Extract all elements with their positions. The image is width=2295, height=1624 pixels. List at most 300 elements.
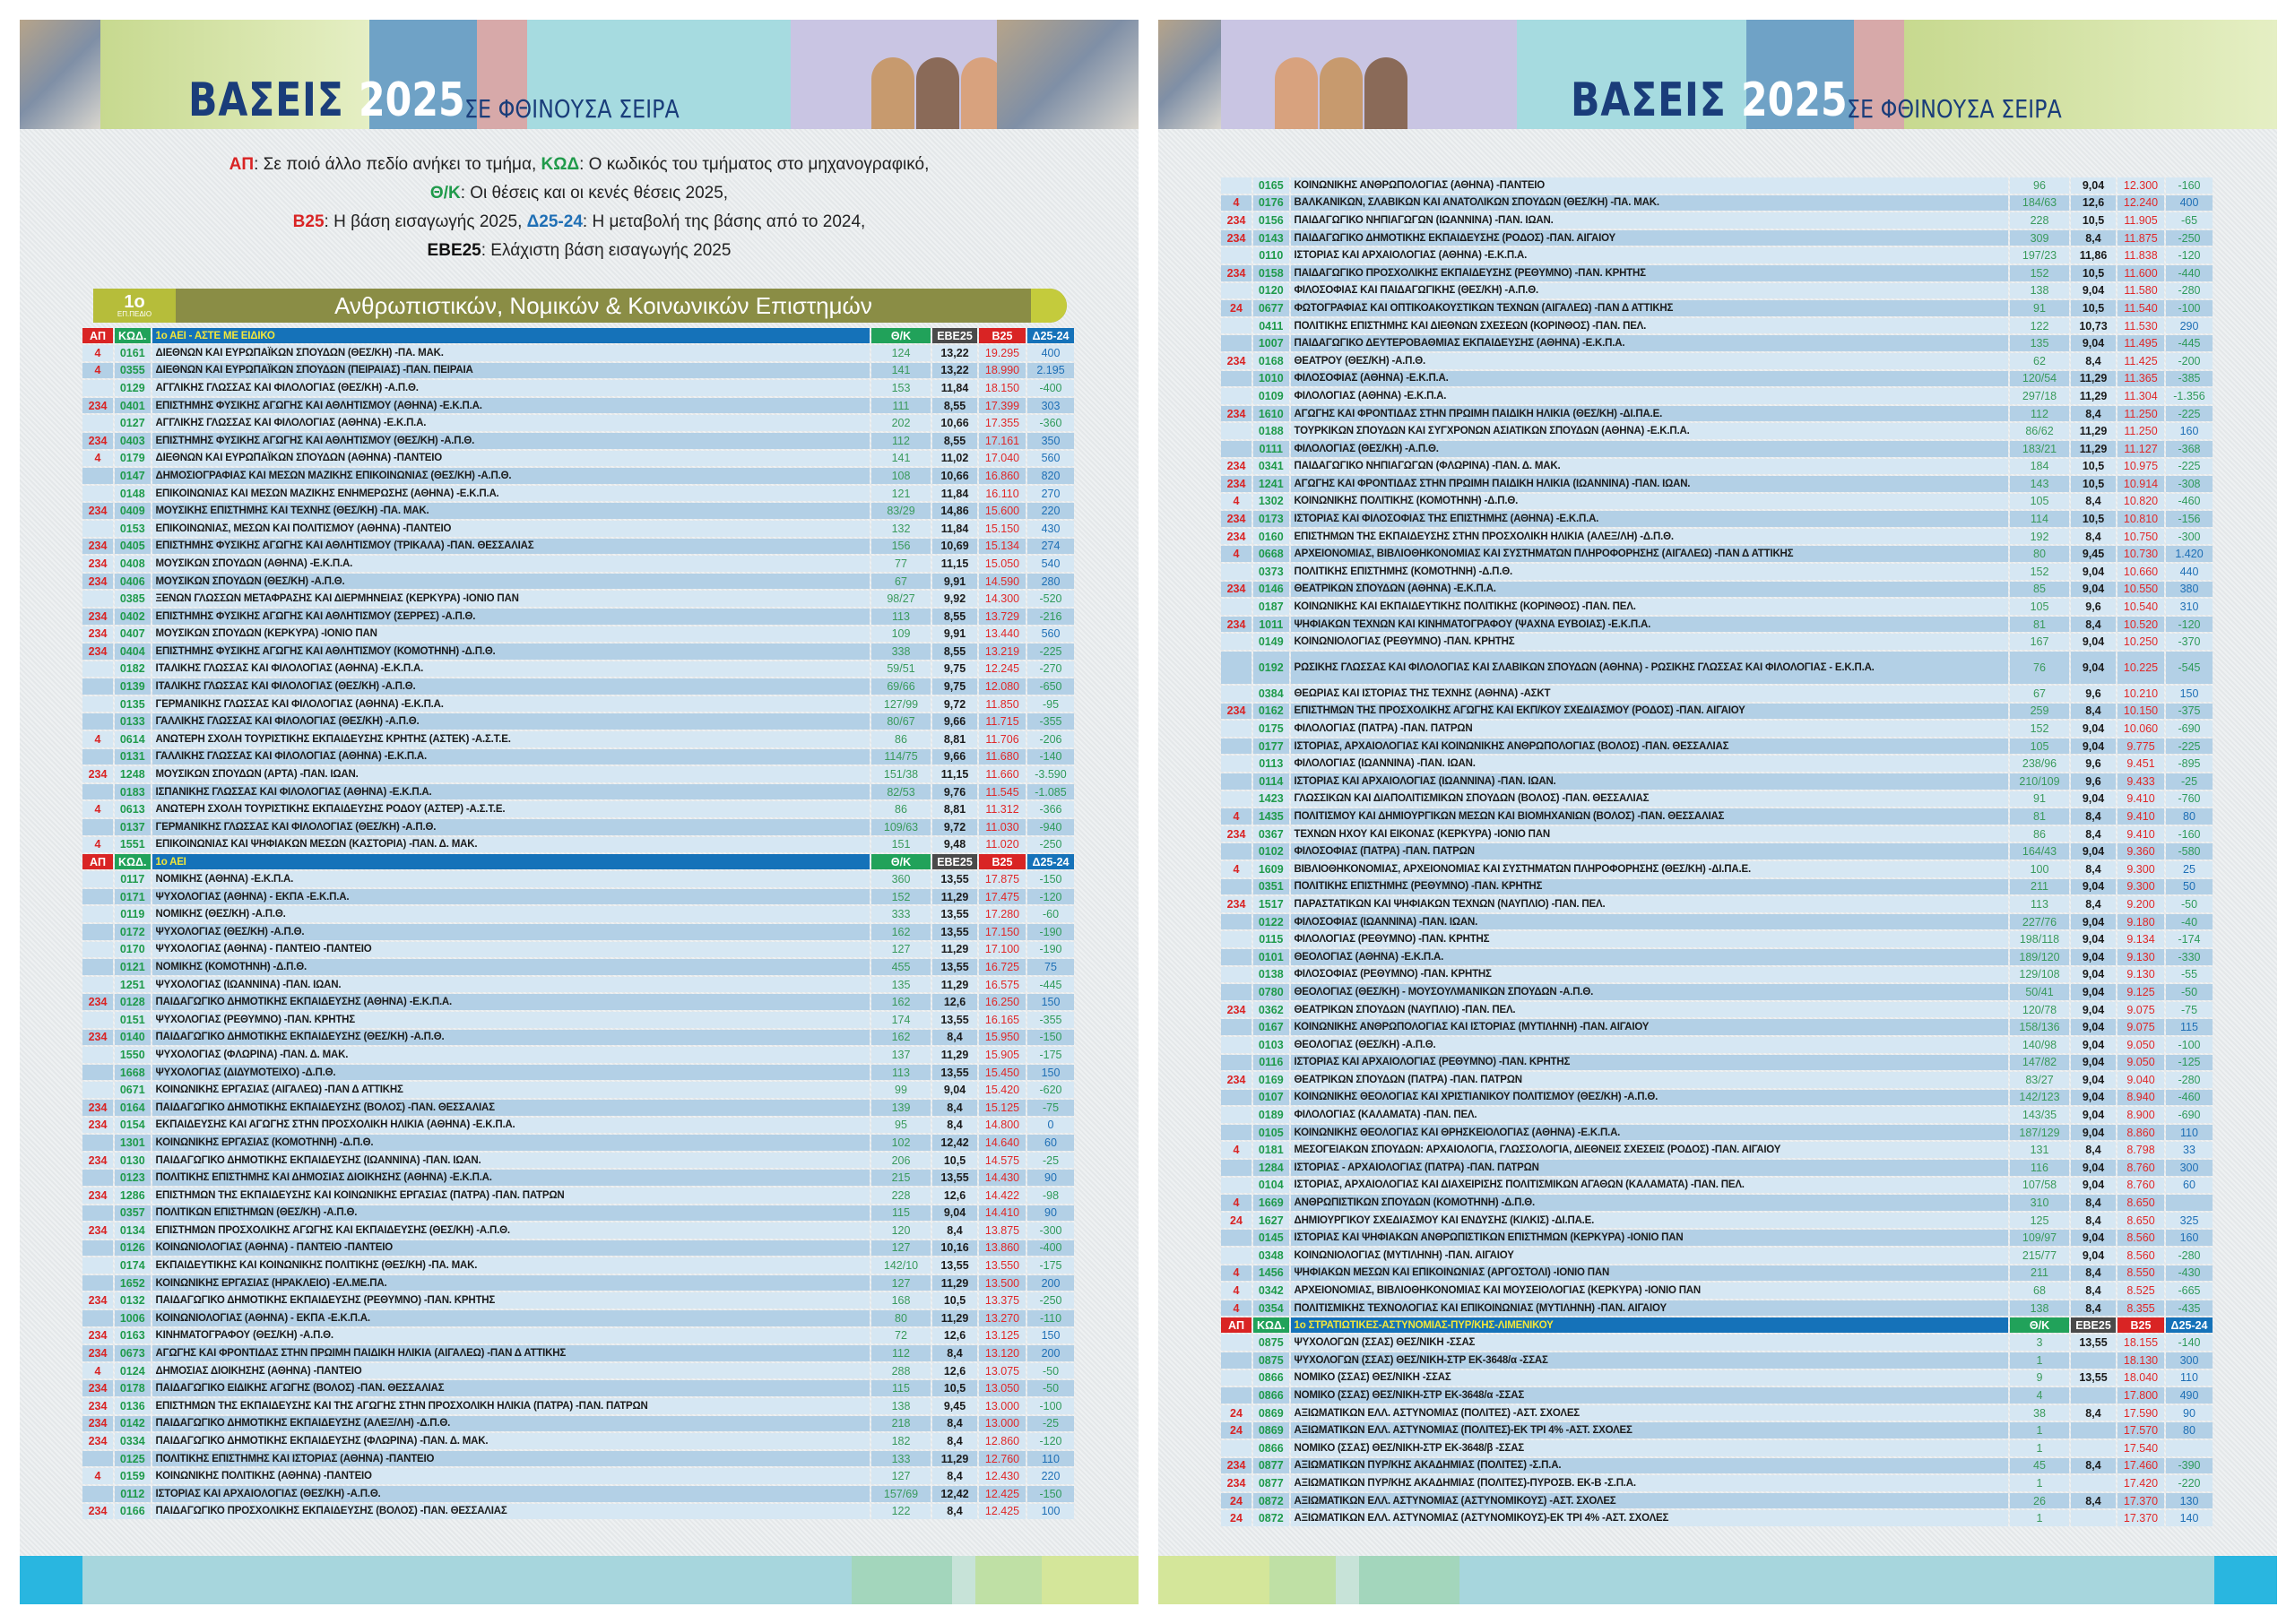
other-field-cell: 234	[1221, 617, 1251, 633]
department-name-cell: ΚΟΙΝΩΝΙΚΗΣ ΠΟΛΙΤΙΚΗΣ (ΑΘΗΝΑ) -ΠΑΝΤΕΙΟ	[152, 1468, 870, 1484]
other-field-cell: 4	[1221, 861, 1251, 877]
base-2025-cell: 14.422	[979, 1188, 1026, 1204]
base-2025-cell: 11.030	[979, 819, 1026, 835]
other-field-cell: 24	[1221, 1493, 1251, 1509]
base-change-cell: -280	[2166, 283, 2213, 299]
other-field-cell: 24	[1221, 300, 1251, 316]
seats-cell: 127/99	[871, 696, 931, 713]
legend-key: ΕΒΕ25	[427, 241, 481, 260]
department-code-cell: 0126	[115, 1240, 151, 1257]
department-code-cell: 0668	[1253, 546, 1289, 562]
base-change-cell: -120	[2166, 247, 2213, 263]
base-2025-cell: 10.210	[2117, 686, 2164, 702]
min-base-cell: 9,6	[2071, 686, 2116, 702]
min-base-cell: 11,29	[932, 1275, 977, 1291]
column-header-seats: Θ/Κ	[871, 854, 931, 869]
department-name-cell: ΚΟΙΝΩΝΙΟΛΟΓΙΑΣ (ΜΥΤΙΛΗΝΗ) -ΠΑΝ. ΑΙΓΑΙΟΥ	[1291, 1248, 2008, 1264]
column-header-change: Δ25-24	[1027, 854, 1074, 869]
base-change-cell: 200	[1027, 1345, 1074, 1361]
base-2025-cell: 9.451	[2117, 756, 2164, 772]
seats-cell: 162	[871, 924, 931, 940]
min-base-cell: 13,55	[932, 1065, 977, 1081]
min-base-cell: 9,04	[2071, 1090, 2116, 1106]
scores-table-left	[81, 326, 1076, 1521]
department-code-cell: 0139	[115, 678, 151, 695]
min-base-cell: 11,84	[932, 380, 977, 396]
legend-text: : Σε ποιό άλλο πεδίο ανήκει το τμήμα,	[254, 155, 541, 174]
department-name-cell: ΑΞΙΩΜΑΤΙΚΩΝ ΠΥΡ/ΚΗΣ ΑΚΑΔΗΜΙΑΣ (ΠΟΛΙΤΕΣ)-ΠΥΡΟΣΒ. ΕΚ-Β -Σ.Π.Α.	[1291, 1475, 2008, 1491]
other-field-cell	[82, 1205, 113, 1222]
base-2025-cell: 17.280	[979, 906, 1026, 922]
seats-cell: 309	[2010, 230, 2069, 246]
department-code-cell: 0872	[1253, 1510, 1289, 1526]
table-row	[1221, 546, 2213, 562]
column-header-min-base: ΕΒΕ25	[932, 854, 977, 869]
seats-cell: 124	[871, 345, 931, 361]
base-2025-cell: 9.410	[2117, 826, 2164, 842]
department-name-cell: ΙΣΤΟΡΙΑΣ, ΑΡΧΑΙΟΛΟΓΙΑΣ ΚΑΙ ΔΙΑΧΕΙΡΙΣΗΣ ΠΟΛΙΤΙΣΜΙΚΩΝ ΑΓΑΘΩΝ (ΚΑΛΑΜΑΤΑ) -ΠΑΝ. ΠΕΛ.	[1291, 1178, 2008, 1194]
department-code-cell: 0109	[1253, 388, 1289, 404]
department-code-cell: 0877	[1253, 1458, 1289, 1474]
table-row	[1221, 826, 2213, 842]
table-row	[82, 1468, 1074, 1484]
department-name-cell: ΨΥΧΟΛΟΓΩΝ (ΣΣΑΣ) ΘΕΣ/ΝΙΚΗ-ΣΤΡ ΕΚ-3648/α -ΣΣΑΣ	[1291, 1352, 2008, 1369]
base-change-cell: -1.085	[1027, 784, 1074, 800]
seats-cell: 157/69	[871, 1486, 931, 1502]
department-name-cell: ΠΟΛΙΤΙΣΜΙΚΗΣ ΤΕΧΝΟΛΟΓΙΑΣ ΚΑΙ ΕΠΙΚΟΙΝΩΝΙΑΣ (ΜΥΤΙΛΗΝΗ) -ΠΑΝ. ΑΙΓΑΙΟΥ	[1291, 1300, 2008, 1317]
department-code-cell: 0160	[1253, 529, 1289, 545]
base-2025-cell: 9.360	[2117, 843, 2164, 860]
other-field-cell: 24	[1221, 1405, 1251, 1421]
department-name-cell: ΕΠΙΣΤΗΜΩΝ ΤΗΣ ΕΚΠΑΙΔΕΥΣΗΣ ΚΑΙ ΚΟΙΝΩΝΙΚΗΣ ΕΡΓΑΣΙΑΣ (ΠΑΤΡΑ) -ΠΑΝ. ΠΑΤΡΩΝ	[152, 1188, 870, 1204]
min-base-cell: 9,76	[932, 784, 977, 800]
legend-key: ΚΩΔ	[541, 155, 580, 174]
seats-cell: 135	[2010, 335, 2069, 351]
seats-cell: 151	[871, 837, 931, 853]
other-field-cell	[1221, 247, 1251, 263]
base-2025-cell: 9.410	[2117, 808, 2164, 825]
base-2025-cell: 17.150	[979, 924, 1026, 940]
department-code-cell: 0407	[115, 626, 151, 643]
base-change-cell: 140	[2166, 1510, 2213, 1526]
other-field-cell: 234	[82, 1504, 113, 1520]
department-name-cell: ΑΓΓΛΙΚΗΣ ΓΛΩΣΣΑΣ ΚΑΙ ΦΙΛΟΛΟΓΙΑΣ (ΑΘΗΝΑ) -Ε.Κ.Π.Α.	[152, 415, 870, 431]
other-field-cell	[1221, 1107, 1251, 1123]
seats-cell: 105	[2010, 739, 2069, 755]
department-code-cell: 0866	[1253, 1387, 1289, 1404]
seats-cell: 137	[871, 1047, 931, 1063]
min-base-cell: 8,4	[2071, 808, 2116, 825]
base-2025-cell: 10.520	[2117, 617, 2164, 633]
table-row	[82, 1222, 1074, 1239]
table-row	[82, 556, 1074, 572]
other-field-cell: 234	[82, 433, 113, 449]
base-change-cell: -225	[1027, 644, 1074, 660]
base-2025-cell: 13.440	[979, 626, 1026, 643]
seats-cell: 183/21	[2010, 441, 2069, 457]
base-change-cell: 270	[1027, 486, 1074, 502]
section-title: 1ο ΑΕΙ	[152, 854, 870, 869]
seats-cell: 62	[2010, 353, 2069, 369]
seats-cell: 455	[871, 959, 931, 975]
table-row	[82, 609, 1074, 625]
base-2025-cell: 11.706	[979, 731, 1026, 747]
department-name-cell: ΚΟΙΝΩΝΙΟΛΟΓΙΑΣ (ΑΘΗΝΑ) - ΕΚΠΑ -Ε.Κ.Π.Α.	[152, 1310, 870, 1326]
base-change-cell: 540	[1027, 556, 1074, 572]
other-field-cell	[82, 486, 113, 502]
other-field-cell: 234	[1221, 511, 1251, 527]
min-base-cell: 9,04	[2071, 1178, 2116, 1194]
other-field-cell: 234	[1221, 1002, 1251, 1018]
seats-cell: 187/129	[2010, 1125, 2069, 1141]
other-field-cell	[82, 1082, 113, 1098]
base-2025-cell: 11.545	[979, 784, 1026, 800]
table-row	[1221, 582, 2213, 598]
min-base-cell: 8,4	[932, 1416, 977, 1432]
department-name-cell: ΨΥΧΟΛΟΓΙΑΣ (ΡΕΘΥΜΝΟ) -ΠΑΝ. ΚΡΗΤΗΣ	[152, 1012, 870, 1028]
seats-cell: 111	[871, 398, 931, 414]
other-field-cell: 4	[1221, 1266, 1251, 1282]
base-change-cell: 100	[1027, 1504, 1074, 1520]
base-2025-cell: 9.075	[2117, 1019, 2164, 1035]
table-row	[1221, 1213, 2213, 1229]
min-base-cell: 9,04	[2071, 582, 2116, 598]
other-field-cell	[82, 1240, 113, 1257]
seats-cell: 139	[871, 1100, 931, 1116]
other-field-cell	[1221, 371, 1251, 387]
table-row	[82, 924, 1074, 940]
min-base-cell: 10,69	[932, 539, 977, 555]
base-change-cell: -100	[2166, 1037, 2213, 1053]
min-base-cell: 13,55	[2071, 1335, 2116, 1351]
min-base-cell: 8,4	[932, 1100, 977, 1116]
department-code-cell: 0165	[1253, 177, 1289, 194]
seats-cell: 112	[871, 1345, 931, 1361]
department-name-cell: ΚΟΙΝΩΝΙΚΗΣ ΕΡΓΑΣΙΑΣ (ΚΟΜΟΤΗΝΗ) -Δ.Π.Θ.	[152, 1135, 870, 1151]
min-base-cell: 9,92	[932, 591, 977, 607]
base-2025-cell: 9.075	[2117, 1002, 2164, 1018]
department-code-cell: 0125	[115, 1451, 151, 1467]
base-change-cell: 300	[2166, 1160, 2213, 1176]
base-2025-cell: 17.540	[2117, 1440, 2164, 1456]
min-base-cell: 13,22	[932, 363, 977, 379]
header-banner	[1158, 20, 2277, 129]
other-field-cell	[1221, 914, 1251, 930]
base-2025-cell: 10.550	[2117, 582, 2164, 598]
department-name-cell: ΑΓΓΛΙΚΗΣ ΓΛΩΣΣΑΣ ΚΑΙ ΦΙΛΟΛΟΓΙΑΣ (ΘΕΣ/ΚΗ) -Α.Π.Θ.	[152, 380, 870, 396]
table-row	[1221, 318, 2213, 334]
department-name-cell: ΕΠΙΚΟΙΝΩΝΙΑΣ ΚΑΙ ΜΕΣΩΝ ΜΑΖΙΚΗΣ ΕΝΗΜΕΡΩΣΗΣ (ΑΘΗΝΑ) -Ε.Κ.Π.Α.	[152, 486, 870, 502]
base-change-cell: -216	[1027, 609, 1074, 625]
table-row	[1221, 1019, 2213, 1035]
other-field-cell	[82, 1012, 113, 1028]
department-code-cell: 0168	[1253, 353, 1289, 369]
department-name-cell: ΨΥΧΟΛΟΓΙΑΣ (ΔΙΔΥΜΟΤΕΙΧΟ) -Δ.Π.Θ.	[152, 1065, 870, 1081]
min-base-cell: 9,04	[2071, 914, 2116, 930]
department-code-cell: 0145	[1253, 1230, 1289, 1246]
base-change-cell: -225	[2166, 459, 2213, 475]
base-change-cell: 80	[2166, 808, 2213, 825]
department-code-cell: 0103	[1253, 1037, 1289, 1053]
other-field-cell: 234	[1221, 529, 1251, 545]
department-name-cell: ΑΞΙΩΜΑΤΙΚΩΝ ΠΥΡ/ΚΗΣ ΑΚΑΔΗΜΙΑΣ (ΠΟΛΙΤΕΣ) -Σ.Π.Α.	[1291, 1458, 2008, 1474]
department-code-cell: 0406	[115, 574, 151, 590]
table-row	[82, 801, 1074, 817]
base-change-cell: -580	[2166, 843, 2213, 860]
other-field-cell: 234	[82, 1118, 113, 1134]
student-figure-icon	[1320, 57, 1363, 129]
base-change-cell: 274	[1027, 539, 1074, 555]
column-header-base: Β25	[979, 854, 1026, 869]
table-row	[1221, 704, 2213, 720]
base-2025-cell: 10.060	[2117, 721, 2164, 737]
seats-cell: 72	[871, 1328, 931, 1344]
seats-cell: 228	[871, 1188, 931, 1204]
table-row	[1221, 931, 2213, 947]
base-change-cell: 200	[1027, 1275, 1074, 1291]
base-change-cell: 150	[2166, 686, 2213, 702]
table-row	[82, 398, 1074, 414]
base-change-cell: -1.356	[2166, 388, 2213, 404]
other-field-cell: 234	[82, 1380, 113, 1396]
base-change-cell: 2.195	[1027, 363, 1074, 379]
seats-cell: 102	[871, 1135, 931, 1151]
legend-line	[20, 208, 1139, 237]
base-2025-cell: 11.715	[979, 713, 1026, 730]
department-name-cell: ΨΥΧΟΛΟΓΩΝ (ΣΣΑΣ) ΘΕΣ/ΝΙΚΗ -ΣΣΑΣ	[1291, 1335, 2008, 1351]
base-2025-cell: 10.660	[2117, 564, 2164, 580]
base-2025-cell: 17.355	[979, 415, 1026, 431]
seats-cell: 38	[2010, 1405, 2069, 1421]
base-2025-cell: 17.460	[2117, 1458, 2164, 1474]
table-row	[1221, 247, 2213, 263]
department-name-cell: ΑΡΧΕΙΟΝΟΜΙΑΣ, ΒΙΒΛΙΟΘΗΚΟΝΟΜΙΑΣ ΚΑΙ ΜΟΥΣΕΙΟΛΟΓΙΑΣ (ΚΕΡΚΥΡΑ) -ΙΟΝΙΟ ΠΑΝ	[1291, 1283, 2008, 1299]
other-field-cell: 24	[1221, 1422, 1251, 1438]
other-field-cell: 24	[1221, 1213, 1251, 1229]
base-2025-cell: 14.410	[979, 1205, 1026, 1222]
base-2025-cell: 9.040	[2117, 1072, 2164, 1088]
other-field-cell	[1221, 599, 1251, 615]
other-field-cell: 234	[82, 574, 113, 590]
department-name-cell: ΕΠΙΣΤΗΜΗΣ ΦΥΣΙΚΗΣ ΑΓΩΓΗΣ ΚΑΙ ΑΘΛΗΤΙΣΜΟΥ (ΣΕΡΡΕΣ) -Α.Π.Θ.	[152, 609, 870, 625]
table-row	[82, 1433, 1074, 1449]
base-2025-cell: 18.990	[979, 363, 1026, 379]
department-code-cell: 0113	[1253, 756, 1289, 772]
base-2025-cell: 9.130	[2117, 949, 2164, 965]
department-code-cell: 0780	[1253, 984, 1289, 1000]
table-row	[82, 1504, 1074, 1520]
table-row	[82, 1240, 1074, 1257]
base-2025-cell: 10.810	[2117, 511, 2164, 527]
min-base-cell: 8,4	[2071, 406, 2116, 422]
other-field-cell	[82, 380, 113, 396]
base-change-cell: 90	[1027, 1170, 1074, 1186]
table-row	[82, 661, 1074, 678]
department-name-cell: ΙΣΤΟΡΙΑΣ ΚΑΙ ΑΡΧΑΙΟΛΟΓΙΑΣ (ΘΕΣ/ΚΗ) -Α.Π.Θ.	[152, 1486, 870, 1502]
department-name-cell: ΦΙΛΟΣΟΦΙΑΣ (ΑΘΗΝΑ) -Ε.Κ.Π.Α.	[1291, 371, 2008, 387]
seats-cell: 164/43	[2010, 843, 2069, 860]
seats-cell: 127	[871, 1468, 931, 1484]
seats-cell: 129/108	[2010, 967, 2069, 983]
table-row	[82, 942, 1074, 958]
base-2025-cell: 15.125	[979, 1100, 1026, 1116]
min-base-cell: 9,04	[2071, 283, 2116, 299]
min-base-cell: 8,4	[2071, 494, 2116, 510]
base-2025-cell: 13.270	[979, 1310, 1026, 1326]
min-base-cell: 9,6	[2071, 773, 2116, 790]
department-code-cell: 0178	[115, 1380, 151, 1396]
min-base-cell: 8,4	[2071, 1195, 2116, 1211]
min-base-cell: 8,4	[932, 1433, 977, 1449]
seats-cell: 156	[871, 539, 931, 555]
base-change-cell: -50	[1027, 1380, 1074, 1396]
seats-cell: 86	[2010, 826, 2069, 842]
min-base-cell: 9,72	[932, 696, 977, 713]
department-code-cell: 1668	[115, 1065, 151, 1081]
table-row	[82, 451, 1074, 467]
department-code-cell: 0354	[1253, 1300, 1289, 1317]
other-field-cell: 234	[82, 539, 113, 555]
other-field-cell	[82, 1065, 113, 1081]
min-base-cell: 11,86	[2071, 247, 2116, 263]
other-field-cell: 234	[82, 994, 113, 1010]
column-header-base: Β25	[2117, 1317, 2164, 1333]
base-2025-cell: 12.080	[979, 678, 1026, 695]
department-name-cell: ΚΟΙΝΩΝΙΟΛΟΓΙΑΣ (ΑΘΗΝΑ) - ΠΑΝΤΕΙΟ -ΠΑΝΤΕΙΟ	[152, 1240, 870, 1257]
base-2025-cell: 10.975	[2117, 459, 2164, 475]
min-base-cell: 8,4	[2071, 1142, 2116, 1158]
department-code-cell: 0167	[1253, 1019, 1289, 1035]
base-change-cell: -125	[2166, 1055, 2213, 1071]
table-row	[1221, 1037, 2213, 1053]
base-change-cell: 280	[1027, 574, 1074, 590]
table-row	[1221, 441, 2213, 457]
base-2025-cell: 16.725	[979, 959, 1026, 975]
other-field-cell: 234	[82, 556, 113, 572]
other-field-cell: 234	[1221, 230, 1251, 246]
table-row	[1221, 1352, 2213, 1369]
department-name-cell: ΚΟΙΝΩΝΙΚΗΣ ΚΑΙ ΕΚΠΑΙΔΕΥΤΙΚΗΣ ΠΟΛΙΤΙΚΗΣ (ΚΟΡΙΝΘΟΣ) -ΠΑΝ. ΠΕΛ.	[1291, 599, 2008, 615]
base-2025-cell: 11.250	[2117, 406, 2164, 422]
seats-cell: 133	[871, 1451, 931, 1467]
base-change-cell: 60	[1027, 1135, 1074, 1151]
table-row	[82, 363, 1074, 379]
footer-stripe	[20, 1556, 82, 1604]
table-row	[1221, 843, 2213, 860]
department-name-cell: ΓΕΡΜΑΝΙΚΗΣ ΓΛΩΣΣΑΣ ΚΑΙ ΦΙΛΟΛΟΓΙΑΣ (ΘΕΣ/ΚΗ) -Α.Π.Θ.	[152, 819, 870, 835]
min-base-cell: 8,4	[932, 1118, 977, 1134]
base-2025-cell: 10.225	[2117, 652, 2164, 684]
table-row	[82, 977, 1074, 993]
other-field-cell: 234	[1221, 896, 1251, 912]
department-code-cell: 0146	[1253, 582, 1289, 598]
min-base-cell: 12,42	[932, 1135, 977, 1151]
table-row	[1221, 1195, 2213, 1211]
department-code-cell: 0140	[115, 1030, 151, 1046]
seats-cell: 68	[2010, 1283, 2069, 1299]
min-base-cell: 13,55	[932, 959, 977, 975]
department-name-cell: ΚΟΙΝΩΝΙΚΗΣ ΘΕΟΛΟΓΙΑΣ ΚΑΙ ΧΡΙΣΤΙΑΝΙΚΟΥ ΠΟΛΙΤΙΣΜΟΥ (ΘΕΣ/ΚΗ) -Α.Π.Θ.	[1291, 1090, 2008, 1106]
seats-cell: 85	[2010, 582, 2069, 598]
base-2025-cell: 13.875	[979, 1222, 1026, 1239]
seats-cell: 109/97	[2010, 1230, 2069, 1246]
min-base-cell: 9,04	[2071, 1107, 2116, 1123]
department-code-cell: 0174	[115, 1257, 151, 1274]
min-base-cell: 8,55	[932, 433, 977, 449]
base-2025-cell: 10.820	[2117, 494, 2164, 510]
department-code-cell: 1435	[1253, 808, 1289, 825]
department-name-cell: ΝΟΜΙΚΟ (ΣΣΑΣ) ΘΕΣ/ΝΙΚΗ-ΣΤΡ ΕΚ-3648/β -ΣΣΑΣ	[1291, 1440, 2008, 1456]
min-base-cell: 9,04	[2071, 1002, 2116, 1018]
seats-cell: 115	[871, 1205, 931, 1222]
min-base-cell: 11,29	[2071, 371, 2116, 387]
table-row	[1221, 1160, 2213, 1176]
seats-cell: 96	[2010, 177, 2069, 194]
table-row	[1221, 1300, 2213, 1317]
base-change-cell: 50	[2166, 879, 2213, 895]
base-2025-cell: 11.020	[979, 837, 1026, 853]
department-name-cell: ΚΟΙΝΩΝΙΚΗΣ ΕΡΓΑΣΙΑΣ (ΑΙΓΑΛΕΩ) -ΠΑΝ Δ ΑΤΤΙΚΗΣ	[152, 1082, 870, 1098]
department-name-cell: ΜΟΥΣΙΚΩΝ ΣΠΟΥΔΩΝ (ΑΘΗΝΑ) -Ε.Κ.Π.Α.	[152, 556, 870, 572]
department-code-cell: 0134	[115, 1222, 151, 1239]
department-name-cell: ΠΑΡΑΣΤΑΤΙΚΩΝ ΚΑΙ ΨΗΦΙΑΚΩΝ ΤΕΧΝΩΝ (ΝΑΥΠΛΙΟ) -ΠΑΝ. ΠΕΛ.	[1291, 896, 2008, 912]
min-base-cell: 13,55	[932, 1170, 977, 1186]
other-field-cell	[82, 871, 113, 887]
department-code-cell: 0142	[115, 1416, 151, 1432]
other-field-cell: 234	[82, 1328, 113, 1344]
table-row	[1221, 1178, 2213, 1194]
table-row	[82, 539, 1074, 555]
department-code-cell: 1011	[1253, 617, 1289, 633]
footer-stripe	[1269, 1556, 1336, 1604]
department-name-cell: ΨΥΧΟΛΟΓΙΑΣ (ΙΩΑΝΝΙΝΑ) -ΠΑΝ. ΙΩΑΝ.	[152, 977, 870, 993]
base-2025-cell: 13.219	[979, 644, 1026, 660]
table-row	[1221, 1458, 2213, 1474]
base-change-cell: 0	[1027, 1118, 1074, 1134]
min-base-cell: 11,02	[932, 451, 977, 467]
department-name-cell: ΚΟΙΝΩΝΙΟΛΟΓΙΑΣ (ΡΕΘΥΜΝΟ) -ΠΑΝ. ΚΡΗΤΗΣ	[1291, 634, 2008, 650]
department-name-cell: ΠΟΛΙΤΙΣΜΟΥ ΚΑΙ ΔΗΜΙΟΥΡΓΙΚΩΝ ΜΕΣΩΝ ΚΑΙ ΒΙΟΜΗΧΑΝΙΩΝ (ΒΟΛΟΣ) -ΠΑΝ. ΘΕΣΣΑΛΙΑΣ	[1291, 808, 2008, 825]
field-number: 1ο	[124, 292, 145, 312]
department-name-cell: ΦΙΛΟΣΟΦΙΑΣ (ΠΑΤΡΑ) -ΠΑΝ. ΠΑΤΡΩΝ	[1291, 843, 2008, 860]
base-change-cell: 160	[2166, 1230, 2213, 1246]
other-field-cell: 4	[82, 801, 113, 817]
min-base-cell: 11,29	[932, 1047, 977, 1063]
section-header	[1221, 1317, 2213, 1333]
seats-cell: 141	[871, 451, 931, 467]
seats-cell: 218	[871, 1416, 931, 1432]
other-field-cell: 234	[1221, 1475, 1251, 1491]
department-name-cell: ΕΚΠΑΙΔΕΥΤΙΚΗΣ ΚΑΙ ΚΟΙΝΩΝΙΚΗΣ ΠΟΛΙΤΙΚΗΣ (ΘΕΣ/ΚΗ) -ΠΑ. ΜΑΚ.	[152, 1257, 870, 1274]
seats-cell: 162	[871, 994, 931, 1010]
min-base-cell: 11,29	[932, 1310, 977, 1326]
field-bar-end	[1031, 289, 1067, 323]
department-name-cell: ΤΟΥΡΚΙΚΩΝ ΣΠΟΥΔΩΝ ΚΑΙ ΣΥΓΧΡΟΝΩΝ ΑΣΙΑΤΙΚΩΝ ΣΠΟΥΔΩΝ (ΑΘΗΝΑ) -Ε.Κ.Π.Α.	[1291, 423, 2008, 439]
table-row	[82, 994, 1074, 1010]
seats-cell: 50/41	[2010, 984, 2069, 1000]
min-base-cell: 14,86	[932, 503, 977, 519]
base-change-cell: -174	[2166, 931, 2213, 947]
other-field-cell	[82, 749, 113, 765]
seats-cell: 211	[2010, 879, 2069, 895]
seats-cell: 152	[871, 889, 931, 905]
other-field-cell: 4	[1221, 546, 1251, 562]
min-base-cell	[2071, 1422, 2116, 1438]
base-2025-cell: 12.240	[2117, 195, 2164, 212]
base-2025-cell: 14.300	[979, 591, 1026, 607]
base-change-cell: -225	[2166, 406, 2213, 422]
base-change-cell: -225	[2166, 739, 2213, 755]
